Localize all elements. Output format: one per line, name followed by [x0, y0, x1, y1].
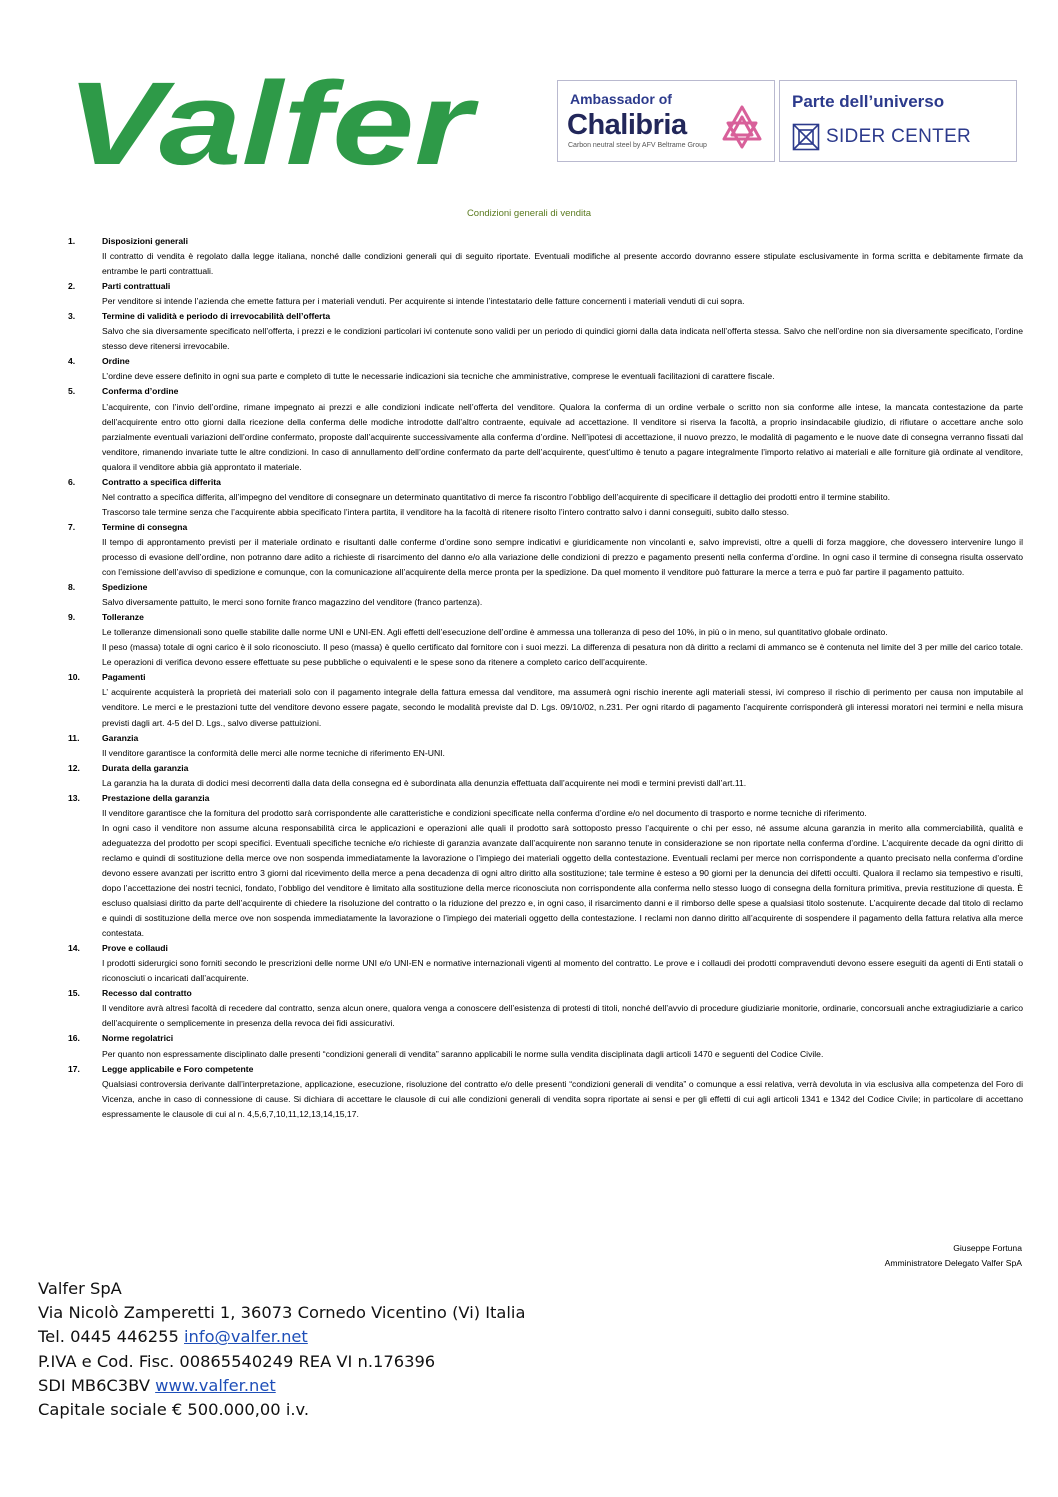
term-number: 13.	[68, 792, 80, 803]
term-heading: Spedizione	[102, 582, 148, 593]
term-section	[68, 354, 1023, 384]
term-section	[68, 610, 1023, 670]
valfer-logo-wordmark	[62, 64, 482, 179]
term-paragraph: Nel contratto a specifica differita, all’impegno del venditore di consegnare un determinato quantitativo di merce fa riscontro l’obbligo dell’acquirente di specificare il dettaglio dei prodotti entro il termine stabilito.	[102, 491, 891, 502]
term-section	[68, 731, 1023, 761]
term-heading: Prestazione della garanzia	[102, 792, 210, 803]
term-paragraph: La garanzia ha la durata di dodici mesi decorrenti dalla data della consegna ed è subordinata alla denunzia effettuata dall’acquirente nei modi e termini previsti dall’art.11.	[102, 777, 747, 788]
term-paragraph: In ogni caso il venditore non assume alcuna responsabilità circa le applicazioni e operazioni alle quali il prodotto sarà sottoposto presso l’acquirente o chi per esso, né assume alcuna garanzia in merito alla commerciabilità, qualità e adeguatezza del prodotto per scopi specifici. Eventuali specifiche tecniche e/o richieste di garanzia avanzate dall’acquirente non saranno tenute in considerazione se non riportate nella conferma d’ordine. L’acquirente decade da ogni diritto di reclamo e quindi di sostituzione della merce ove non sospenda immediatamente la lavorazione o l’impiego dei materiali oggetto della contestazione. Eventuali reclami per merce non corrispondente a quanto precisato nella conferma d’ordine devono essere avanzati per iscritto entro 3 giorni dal ricevimento della merce a pena decadenza di ogni altro diritto alla sostituzione; tale termine è esteso a 90 giorni per la denuncia dei difetti occulti. Qualora il reclamo sia tempestivo e risulti, dopo l’accettazione dei nostri tecnici, fondato, l’obbligo del venditore è limitato alla sostituzione della merce riconosciuta non corrispondente alla conferma nello stesso luogo di consegna della fornitura primitiva, previa restituzione di questa. È escluso qualsiasi diritto da parte dell’acquirente di chiedere la risoluzione del contratto o la riduzione del prezzo e, in ogni caso, il risarcimento danni e il rimborso delle spese a qualsiasi titolo sostenute. L’acquirente decade dal titolo di reclamo e quindi di sostituzione della merce ove non sospenda immediatamente la lavorazione o l’impiego dei materiali oggetto della contestazione. I reclami non danno diritto all’acquirente di sospendere il pagamento della fattura relativa alla merce contestata.	[102, 822, 1023, 939]
term-paragraph: Il contratto di vendita è regolato dalla legge italiana, nonché dalle condizioni generali qui di seguito riportate. Eventuali modifiche al presente accordo dovranno essere stipulate esclusivamente in forma scritta e debitamente firmate da entrambe le parti contrattuali.	[102, 251, 1023, 277]
term-heading: Contratto a specifica differita	[102, 476, 221, 487]
term-number: 11.	[68, 732, 80, 743]
term-number: 4.	[68, 356, 76, 367]
term-section	[68, 475, 1023, 520]
term-paragraph: Il venditore avrà altresì facoltà di recedere dal contratto, senza alcun onere, qualora venga a conoscere dell’esistenza di protesti di titoli, nonché dell’avvio di procedure giudiziarie monitorie, ordinarie, concorsuali anche extragiudiziarie a carico dell’acquirente o semplicemente in presenza della revoca dei fidi assicurativi.	[102, 1003, 1023, 1029]
valfer-logo	[62, 64, 482, 179]
chalibria-badge	[557, 80, 775, 162]
term-paragraph: Qualsiasi controversia derivante dall’interpretazione, applicazione, esecuzione, risoluzione del contratto e/o delle presenti “condizioni generali di vendita” o comunque a essi relativa, verrà devoluta in via esclusiva alla competenza del Foro di Vicenza, anche in caso di connessione di cause. Si dichiara di accettare le clausole di cui alle condizioni generali di vendita sopra riportate ai sensi e per gli effetti di cui agli articoli 1341 e 1342 del Codice Civile; in particolare di accettano espressamente le clausole di cui al n. 4,5,6,7,10,11,12,13,14,15,17.	[102, 1078, 1023, 1119]
term-heading: Pagamenti	[102, 672, 146, 683]
term-section	[68, 670, 1023, 730]
term-number: 15.	[68, 988, 80, 999]
website-link[interactable]: www.valfer.net	[155, 1375, 276, 1395]
company-capital: Capitale sociale € 500.000,00 i.v.	[38, 1400, 310, 1420]
term-paragraph: Le tolleranze dimensionali sono quelle stabilite dalle norme UNI e UNI-EN. Agli effetti dell’esecuzione dell’ordine è ammessa una tolleranza di peso del 10%, in più o in meno, sul quantitativo globale ordinato.	[102, 627, 888, 638]
term-heading: Parti contrattuali	[102, 281, 171, 292]
document-title: Condizioni generali di vendita	[466, 208, 592, 219]
term-paragraph: L’acquirente, con l’invio dell’ordine, rimane impegnato ai prezzi e alle condizioni indicate nell’offerta del venditore. Qualora la conferma di un ordine verbale o scritto non sia conforme alle intese, la mancata contestazione da parte dell’acquirente entro otto giorni dalla ricezione della conferma delle modiche introdotte dall’altro contraente, equivale ad accettazione. Il venditore si riserva la facoltà, a proprio insindacabile giudizio, di rifiutare o accettare anche solo parzialmente eventuali variazioni dell’ordine confermato, proposte dall’acquirente successivamente alla conferma d’ordine. Nell’ipotesi di accettazione, il nuovo prezzo, le modalità di pagamento e le nuove date di consegna verranno fissati dal venditore, rimanendo invariate tutte le altre condizioni. In caso di annullamento dell’ordine confermato da parte dell’acquirente, quest’ultimo è tenuto a pagare integralmente l’importo relativo ai materiali e alle forniture già ordinate al venditore, qualora il venditore abbia già approntato il materiale.	[102, 401, 1023, 472]
term-heading: Recesso dal contratto	[102, 988, 192, 999]
term-number: 5.	[68, 386, 76, 397]
term-paragraph: Per venditore si intende l’azienda che emette fattura per i materiali venduti. Per acquirente si intende l’intestatario delle fatture concernenti i materiali venduti di cui sopra.	[102, 296, 745, 307]
term-heading: Conferma d’ordine	[102, 386, 179, 397]
signatory-name: Giuseppe Fortuna	[953, 1243, 1022, 1253]
sider-center-label: SIDER CENTER	[826, 126, 972, 147]
term-heading: Termine di validità e periodo di irrevocabilità dell’offerta	[102, 311, 331, 322]
term-number: 8.	[68, 582, 76, 593]
email-link[interactable]: info@valfer.net	[184, 1327, 308, 1347]
term-section	[68, 309, 1023, 354]
company-sdi-row	[38, 1374, 525, 1398]
term-section	[68, 234, 1023, 279]
term-heading: Norme regolatrici	[102, 1033, 174, 1044]
sider-center-badge	[779, 80, 1017, 162]
company-phone: Tel. 0445 446255	[38, 1327, 185, 1347]
signature-block	[885, 1241, 1022, 1271]
chalibria-knot-icon	[718, 103, 766, 151]
term-section	[68, 761, 1023, 791]
terms-list	[68, 234, 1023, 1122]
term-paragraph: L’ acquirente acquisterà la proprietà dei materiali solo con il pagamento integrale della fattura emessa dal venditore, ma assumerà ogni rischio inerente agli materiali stessi, ivi compreso il rischio di perimento per causa non imputabile al venditore. Le merci e le prestazioni tutte del venditore devono essere pagate, secondo le modalità previste dal D. Lgs. 09/10/02, n.231. Per ogni ritardo di pagamento l’acquirente corrisponderà gli interessi moratori nei termini e nella misura previsti dagli art. 4-5 del D. Lgs., salvo diverse pattuizioni.	[102, 687, 1023, 728]
term-section	[68, 580, 1023, 610]
term-number: 14.	[68, 943, 80, 954]
ambassador-label: Ambassador of	[570, 91, 672, 107]
sider-center-grid-icon	[792, 123, 820, 151]
term-paragraph: Salvo diversamente pattuito, le merci sono fornite franco magazzino del venditore (franco partenza).	[102, 597, 483, 608]
term-heading: Tolleranze	[102, 612, 144, 623]
company-contacts	[38, 1325, 525, 1349]
term-heading: Termine di consegna	[102, 521, 188, 532]
term-number: 10.	[68, 672, 80, 683]
term-section	[68, 1031, 1023, 1061]
company-footer	[38, 1277, 525, 1422]
term-number: 16.	[68, 1033, 80, 1044]
chalibria-wordmark: Chalibria	[567, 109, 687, 141]
signatory-role: Amministratore Delegato Valfer SpA	[884, 1258, 1022, 1268]
company-vat: P.IVA e Cod. Fisc. 00865540249 REA VI n.176396	[38, 1351, 436, 1371]
term-section	[68, 279, 1023, 309]
term-number: 6.	[68, 476, 76, 487]
term-heading: Garanzia	[102, 732, 139, 743]
term-number: 7.	[68, 521, 76, 532]
term-paragraph: Salvo che sia diversamente specificato nell’offerta, i prezzi e le condizioni particolari ivi contenute sono validi per un periodo di quindici giorni dalla data indicata nell’offerta stessa. Salvo che nell’ordine non sia diversamente specificato, l’ordine stesso deve ritenersi irrevocabile.	[102, 326, 1023, 352]
term-number: 12.	[68, 762, 80, 773]
company-sdi: SDI MB6C3BV	[38, 1375, 156, 1395]
term-paragraph: Trascorso tale termine senza che l’acquirente abbia specificato l’intera partita, il venditore ha la facoltà di ritenere risolto l’intero contratto salvo i danni conseguiti, subito dallo stesso.	[102, 506, 790, 517]
chalibria-subtitle: Carbon neutral steel by AFV Beltrame Group	[568, 142, 707, 149]
company-address: Via Nicolò Zamperetti 1, 36073 Cornedo Vicentino (Vi) Italia	[38, 1303, 526, 1323]
term-heading: Durata della garanzia	[102, 762, 189, 773]
term-number: 17.	[68, 1063, 80, 1074]
term-paragraph: Il peso (massa) totale di ogni carico è il solo riconosciuto. Il peso (massa) è quello certificato dal fornitore con i suoi mezzi. La differenza di pesatura non dà diritto a reclami di ammanco se è contenuta nel limite del 3 per mille del carico totale. Le operazioni di verifica devono essere effettuate su pese pubbliche o equivalenti e le spese sono da ritenere a completo carico dell’acquirente.	[102, 642, 1023, 668]
term-number: 2.	[68, 281, 76, 292]
term-section	[68, 986, 1023, 1031]
term-number: 9.	[68, 612, 76, 623]
parte-universo-label: Parte dell’universo	[792, 92, 945, 111]
term-section	[68, 1062, 1023, 1122]
term-section	[68, 791, 1023, 941]
term-paragraph: Il venditore garantisce la conformità delle merci alle norme tecniche di riferimento EN-UNI.	[102, 747, 445, 758]
term-paragraph: L’ordine deve essere definito in ogni sua parte e completo di tutte le necessarie indicazioni sia tecniche che amministrative, comprese le eventuali facilitazioni di carattere fiscale.	[102, 371, 775, 382]
term-heading: Legge applicabile e Foro competente	[102, 1063, 254, 1074]
term-section	[68, 384, 1023, 474]
term-number: 3.	[68, 311, 76, 322]
term-paragraph: Il venditore garantisce che la fornitura del prodotto sarà corrispondente alle caratteristiche e condizioni specificate nella conferma d’ordine e/o nel documento di trasporto e norme tecniche di riferimento.	[102, 807, 867, 818]
term-paragraph: I prodotti siderurgici sono forniti secondo le prescrizioni delle norme UNI e/o UNI-EN e normative internazionali vigenti al momento del contratto. Le prove e i collaudi dei prodotti compravenduti devono essere eseguiti da agenti di Enti statali o riconosciuti o incaricati dall’acquirente.	[102, 958, 1023, 984]
term-paragraph: Il tempo di approntamento previsti per il materiale ordinato e risultanti dalle conferme d’ordine sono sempre indicativi e giuridicamente non vincolanti e, salvo imprevisti, oltre a quelli di forza maggiore, che dovessero intervenire lungo il processo di evasione dell’ordine, non potranno dare adito a richieste di risarcimento del danno e/o alla variazione delle condizioni di prezzo e pagamento presenti nella conferma d’ordine. In ogni caso il termine di consegna risulta osservato con l’emissione dell’avviso di spedizione e comunque, con la comunicazione all’acquirente della merce pronta per la spedizione. Da quel momento il venditore può fatturare la merce a terra e può far partire il pagamento pattuito.	[102, 536, 1023, 578]
term-heading: Disposizioni generali	[102, 236, 188, 246]
term-number: 1.	[68, 236, 76, 246]
logo-text: Valfer	[66, 64, 480, 179]
term-paragraph: Per quanto non espressamente disciplinato dalle presenti “condizioni generali di vendita” saranno applicabili le norme sulla vendita disciplinata dagli articoli 1470 e seguenti del Codice Civile.	[102, 1048, 824, 1059]
term-heading: Ordine	[102, 356, 130, 367]
term-heading: Prove e collaudi	[102, 943, 168, 954]
term-section	[68, 941, 1023, 986]
company-name: Valfer SpA	[38, 1279, 122, 1298]
term-section	[68, 520, 1023, 580]
